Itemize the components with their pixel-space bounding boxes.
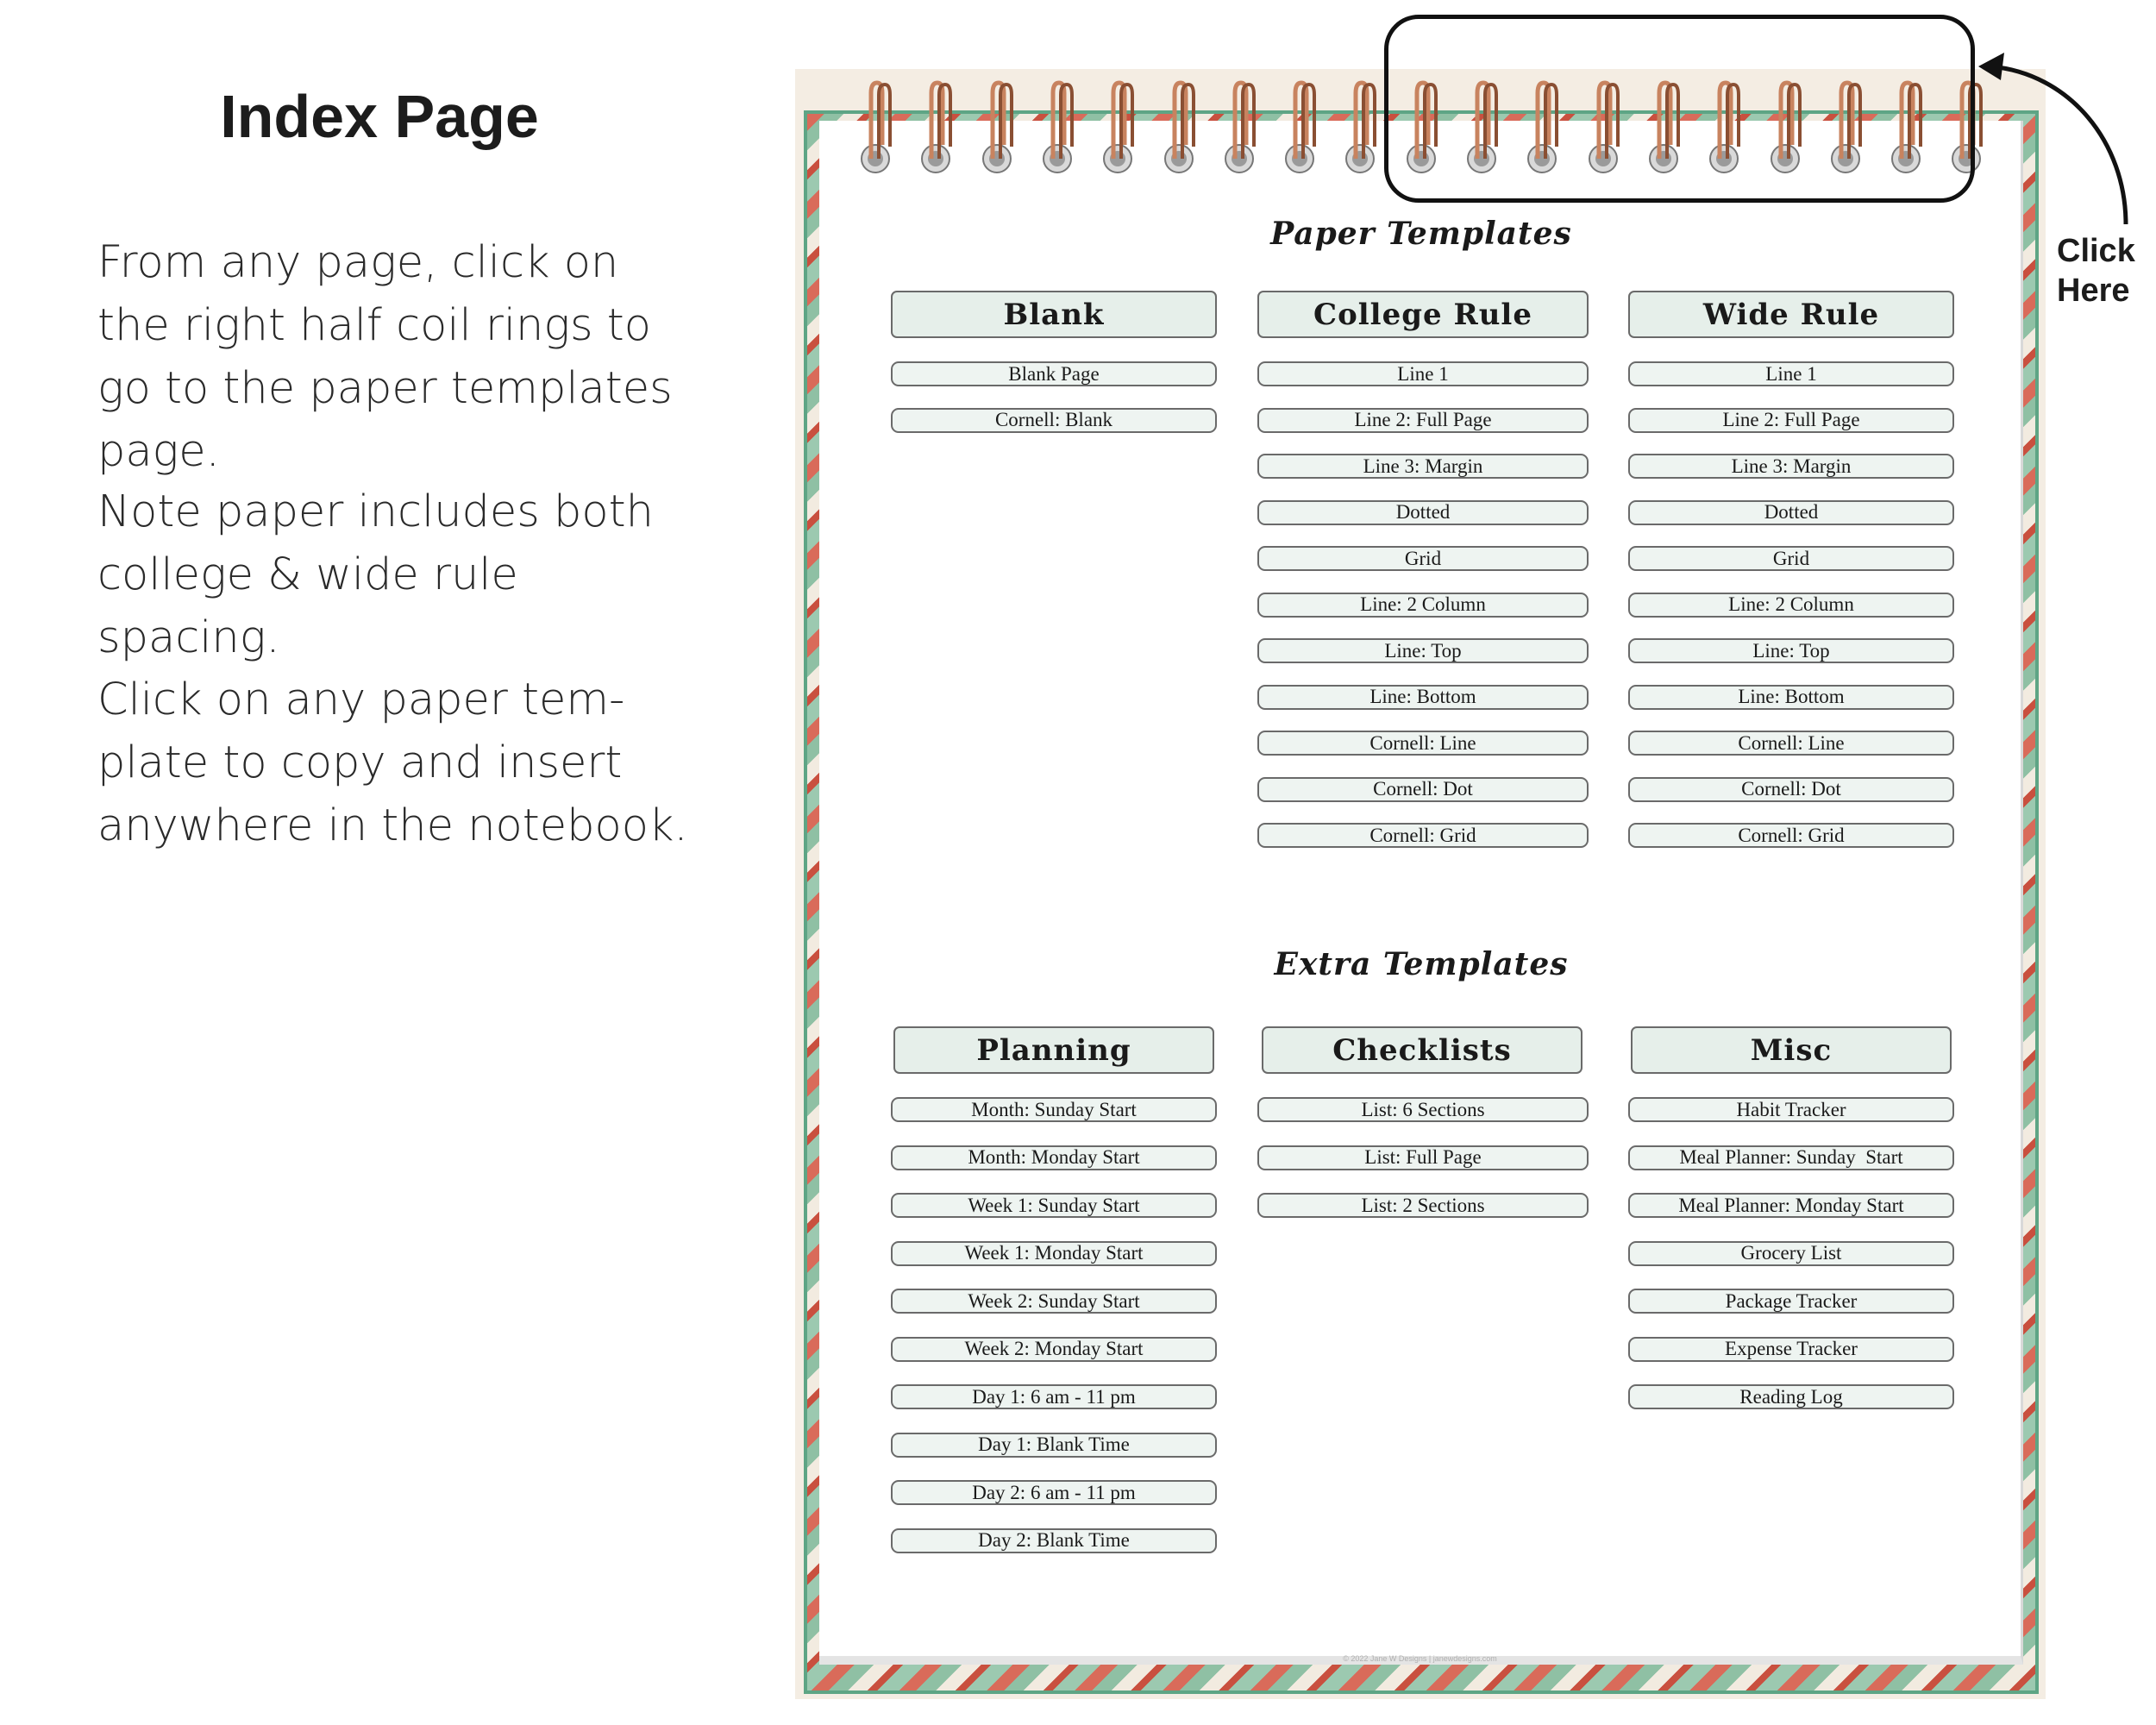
column-planning [891,1026,1217,1576]
misc-template-package-tracker-button[interactable]: Package Tracker [1628,1289,1954,1314]
college-rule-template-dotted-button[interactable]: Dotted [1257,500,1589,525]
column-wide-rule [1628,291,1954,869]
planning-template-day-2-6-am-11-pm-button[interactable]: Day 2: 6 am - 11 pm [891,1480,1217,1505]
wide-rule-template-line-1-button[interactable]: Line 1 [1628,361,1954,386]
college-rule-template-line-3-margin-button[interactable]: Line 3: Margin [1257,454,1589,479]
wide-rule-template-line-3-margin-button[interactable]: Line 3: Margin [1628,454,1954,479]
column-checklists [1257,1026,1589,1241]
planning-template-day-1-6-am-11-pm-button[interactable]: Day 1: 6 am - 11 pm [891,1384,1217,1409]
wide-rule-template-dotted-button[interactable]: Dotted [1628,500,1954,525]
checklists-template-list-6-sections-button[interactable]: List: 6 Sections [1257,1097,1589,1122]
coil-ring [975,76,1027,179]
college-rule-template-line-2-full-page-button[interactable]: Line 2: Full Page [1257,408,1589,433]
paper-templates-title: Paper Templates [1270,216,1572,252]
page-title: Index Page [220,83,539,150]
checklists-template-list-2-sections-button[interactable]: List: 2 Sections [1257,1193,1589,1218]
wide-rule-template-line-2-column-button[interactable]: Line: 2 Column [1628,593,1954,618]
wide-rule-template-line-bottom-button[interactable]: Line: Bottom [1628,685,1954,710]
wide-rule-template-cornell-grid-button[interactable]: Cornell: Grid [1628,823,1954,848]
planning-template-week-2-monday-start-button[interactable]: Week 2: Monday Start [891,1337,1217,1362]
misc-template-reading-log-button[interactable]: Reading Log [1628,1384,1954,1409]
instruction-coil-rings: From any page, click on the right half coil rings to go to the paper templates page. [97,237,673,477]
coil-rings-hotspot[interactable] [1384,15,1975,203]
coil-ring [1096,76,1148,179]
coil-ring [1218,76,1269,179]
coil-ring [854,76,906,179]
planning-template-week-1-sunday-start-button[interactable]: Week 1: Sunday Start [891,1193,1217,1218]
wide-rule-template-line-2-full-page-button[interactable]: Line 2: Full Page [1628,408,1954,433]
misc-template-grocery-list-button[interactable]: Grocery List [1628,1241,1954,1266]
blank-header: Blank [891,291,1217,338]
misc-header: Misc [1631,1026,1952,1074]
coil-ring [1036,76,1087,179]
college-rule-template-line-2-column-button[interactable]: Line: 2 Column [1257,593,1589,618]
instruction-rule-spacing: Note paper includes both college & wide rule spacing. [97,486,654,663]
instruction-copy-template: Click on any paper tem-plate to copy and insert anywhere in the notebook. [97,674,688,851]
college-rule-template-cornell-line-button[interactable]: Cornell: Line [1257,731,1589,756]
college-rule-template-line-top-button[interactable]: Line: Top [1257,638,1589,663]
column-misc [1628,1026,1954,1433]
click-here-label: Click Here [2057,233,2135,309]
planning-template-week-2-sunday-start-button[interactable]: Week 2: Sunday Start [891,1289,1217,1314]
coil-ring [914,76,966,179]
column-blank [891,291,1217,454]
planning-template-week-1-monday-start-button[interactable]: Week 1: Monday Start [891,1241,1217,1266]
college-rule-template-line-1-button[interactable]: Line 1 [1257,361,1589,386]
wide-rule-header: Wide Rule [1628,291,1954,338]
college-rule-template-cornell-dot-button[interactable]: Cornell: Dot [1257,777,1589,802]
college-rule-template-line-bottom-button[interactable]: Line: Bottom [1257,685,1589,710]
wide-rule-template-cornell-dot-button[interactable]: Cornell: Dot [1628,777,1954,802]
blank-template-cornell-blank-button[interactable]: Cornell: Blank [891,408,1217,433]
college-rule-header: College Rule [1257,291,1589,338]
wide-rule-template-line-top-button[interactable]: Line: Top [1628,638,1954,663]
coil-ring [1278,76,1330,179]
coil-ring [1338,76,1390,179]
planning-header: Planning [893,1026,1214,1074]
planning-template-day-2-blank-time-button[interactable]: Day 2: Blank Time [891,1528,1217,1553]
wide-rule-template-grid-button[interactable]: Grid [1628,546,1954,571]
curved-arrow-icon [1966,47,2139,237]
misc-template-habit-tracker-button[interactable]: Habit Tracker [1628,1097,1954,1122]
college-rule-template-cornell-grid-button[interactable]: Cornell: Grid [1257,823,1589,848]
coil-ring [1157,76,1209,179]
misc-template-expense-tracker-button[interactable]: Expense Tracker [1628,1337,1954,1362]
planning-template-month-monday-start-button[interactable]: Month: Monday Start [891,1145,1217,1170]
misc-template-meal-planner-monday-start-button[interactable]: Meal Planner: Monday Start [1628,1193,1954,1218]
copyright-footer: © 2022 Jane W Designs | janewdesigns.com [1343,1654,1497,1663]
checklists-template-list-full-page-button[interactable]: List: Full Page [1257,1145,1589,1170]
planning-template-month-sunday-start-button[interactable]: Month: Sunday Start [891,1097,1217,1122]
college-rule-template-grid-button[interactable]: Grid [1257,546,1589,571]
column-college-rule [1257,291,1589,869]
wide-rule-template-cornell-line-button[interactable]: Cornell: Line [1628,731,1954,756]
misc-template-meal-planner-sunday-start-button[interactable]: Meal Planner: Sunday Start [1628,1145,1954,1170]
extra-templates-title: Extra Templates [1274,946,1569,982]
planning-template-day-1-blank-time-button[interactable]: Day 1: Blank Time [891,1433,1217,1458]
blank-template-blank-page-button[interactable]: Blank Page [891,361,1217,386]
checklists-header: Checklists [1262,1026,1583,1074]
